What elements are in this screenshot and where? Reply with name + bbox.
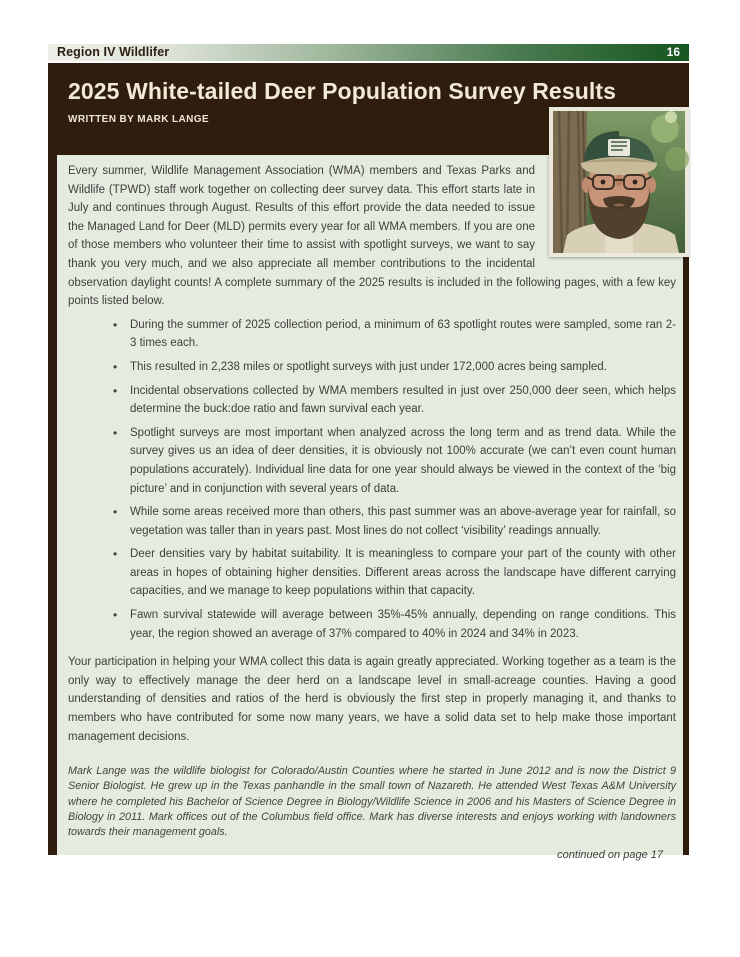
page-number: 16 (666, 45, 680, 59)
list-item: • While some areas received more than others, this past summer was an above-average year for rainfall, so vegetation was taller than in years past. Most lines do not collect ‘visibility’ readings annually. (130, 503, 676, 540)
author-bio-paragraph: Mark Lange was the wildlife biologist for Colorado/Austin Counties where he started in June 2012 and is now the District 9 Senior Biologist. He grew up in the Texas panhandle in the small town of Nazareth. He attended West Texas A&M University where he completed his Bachelor of Science Degree in Biology/Wildlife Science in 2006 and his Masters of Science Degree in Biology in 2011. Mark offices out of the Columbus field office. Mark has diverse interests and enjoys working with landowners towards their management goals. (68, 765, 676, 839)
list-item: • Spotlight surveys are most important when analyzed across the long term and as trend data. While the survey gives us an idea of deer densities, it is obviously not 100% accurate (we can’t even count human populations accurately). Individual line data for one year should always be viewed in the context of the ‘big picture’ and in conjunction with several years of data. (130, 424, 676, 498)
article-title: 2025 White-tailed Deer Population Survey Results (68, 78, 617, 104)
list-item: • This resulted in 2,238 miles or spotlight surveys with just under 172,000 acres being sampled. (130, 358, 676, 377)
list-item: • Deer densities vary by habitat suitability. It is meaningless to compare your part of the county with other areas in hopes of obtaining higher densities. Different areas across the landscape have different carrying capacities, and we manage to keep populations within that capacity. (130, 545, 676, 601)
author-photo-illustration (553, 111, 685, 253)
intro-text: Every summer, Wildlife Management Association (WMA) members and Texas Parks and Wildlife (TPWD) staff work together on collecting deer survey data. This effort starts late in July and continues through August. Results of this effort provide the data needed to issue the Managed Land for Deer (MLD) permits every year for all WMA members. If you are one of those members who volunteer their time to assist with spotlight surveys, we want to say thank you very much, and we also appreciate all member contributions to the incidental observation daylight counts! A complete summary of the 2025 results is included in the following pages, with a few key points listed below. (68, 165, 676, 308)
publication-title: Region IV Wildlifer (57, 45, 170, 59)
list-item: • Incidental observations collected by WMA members resulted in just over 250,000 deer seen, which helps determine the buck:doe ratio and fawn survival each year. (130, 382, 676, 419)
key-points-list (68, 316, 676, 644)
list-item: • During the summer of 2025 collection period, a minimum of 63 spotlight routes were sampled, some ran 2-3 times each. (130, 316, 676, 353)
author-photo (549, 107, 689, 257)
article-body (57, 155, 683, 862)
closing-paragraph: Your participation in helping your WMA collect this data is again greatly appreciated. Working together as a team is the only way to effectively manage the deer herd on a landscape level in small-acreage counties. Having a good understanding of densities and ratios of the herd is obviously the first step in properly managing it, and thanks to members who have contributed for some now many years, we have a solid data set to help make those important management decisions. (68, 656, 676, 743)
page-header-bar (48, 44, 689, 61)
list-item: • Fawn survival statewide will average between 35%-45% annually, depending on range conditions. This year, the region showed an average of 37% compared to 40% in 2024 and 34% in 2023. (130, 606, 676, 643)
article-byline: WRITTEN BY MARK LANGE (68, 114, 209, 125)
continuation-note: continued on page 17 (557, 849, 663, 862)
